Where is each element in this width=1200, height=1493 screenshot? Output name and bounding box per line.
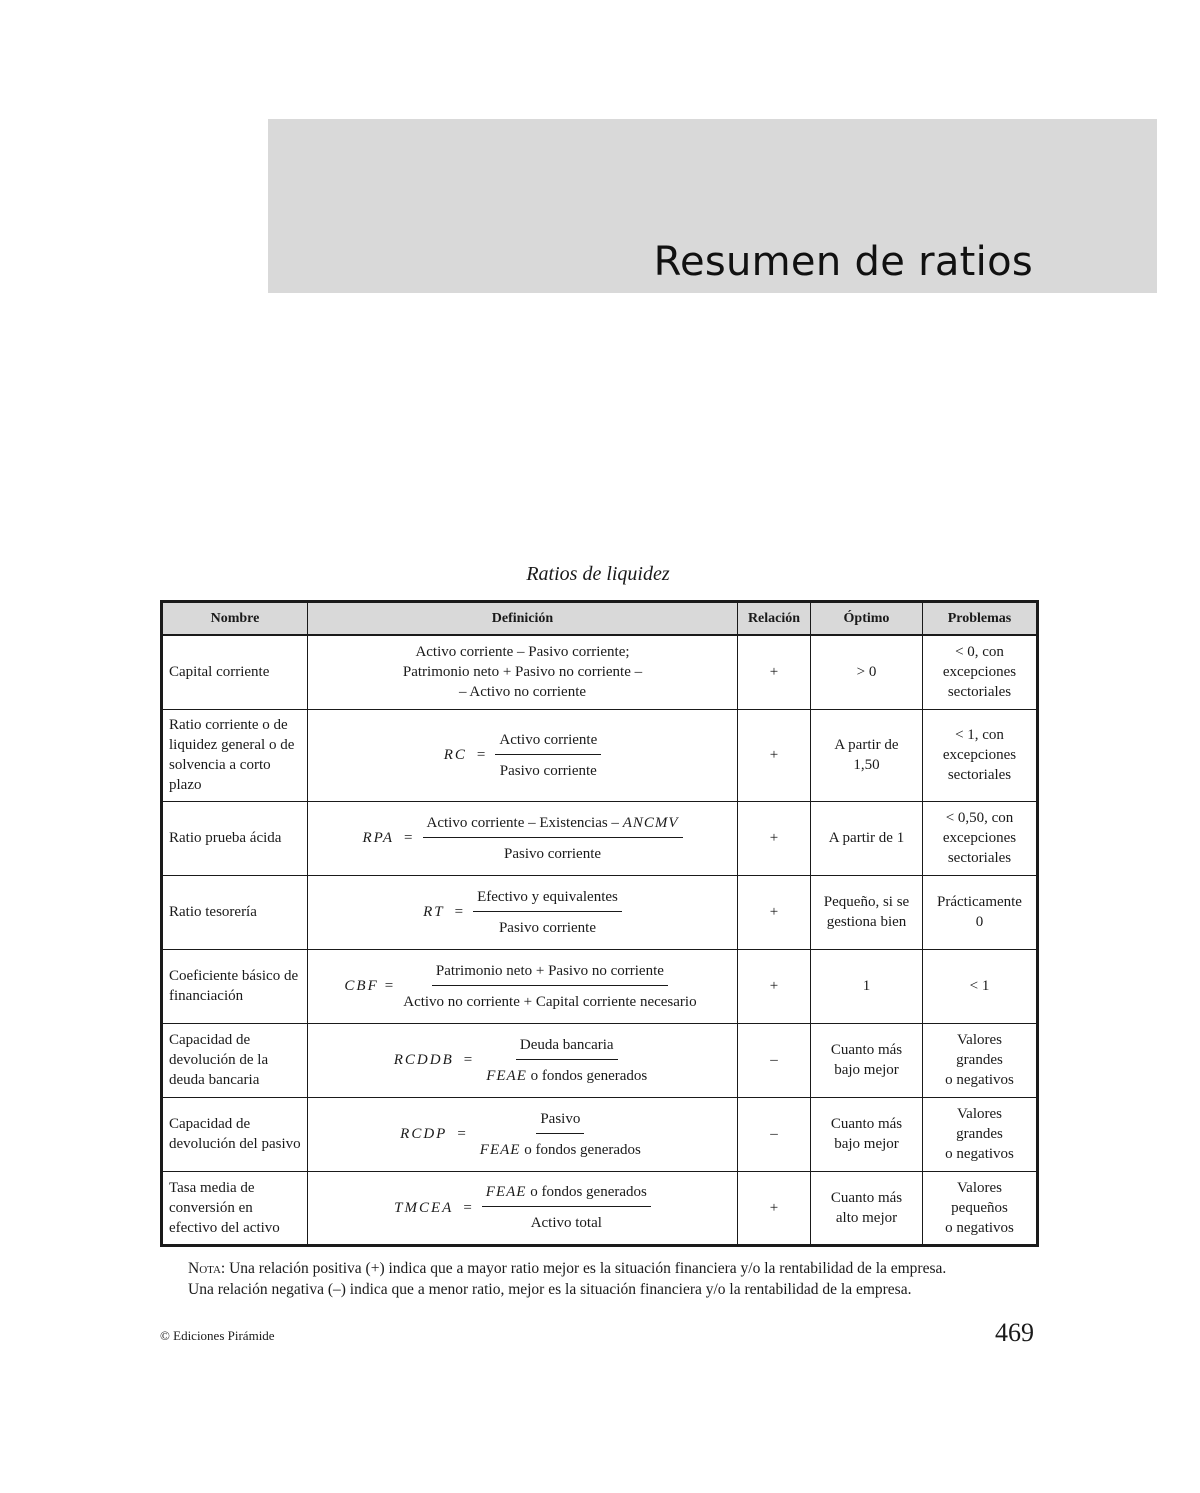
formula-symbol: RCDDB <box>393 1052 454 1068</box>
problems-line: sectoriales <box>947 684 1012 701</box>
ratio-definition <box>308 1023 738 1097</box>
problems-line: Valores <box>957 1032 1002 1048</box>
problems-line: Valores <box>957 1106 1002 1122</box>
numerator-symbol: ANCMV <box>622 814 679 831</box>
optimum-line: A partir de <box>834 737 899 753</box>
ratio-optimum: 1 <box>811 949 923 1023</box>
problems-line: 0 <box>975 914 984 930</box>
formula-numerator: Deuda bancaria <box>516 1035 618 1060</box>
optimum-line: bajo mejor <box>834 1062 899 1078</box>
optimum-line: Cuanto más <box>830 1189 903 1206</box>
ratios-table <box>160 600 1039 1247</box>
table-note <box>188 1258 1048 1300</box>
problems-line: excepciones <box>942 664 1017 681</box>
ratio-formula: RCDDB = $\frac{\text{Deuda bancaria}}{\text{FEAE o fondos generados}}$ <box>394 1035 652 1086</box>
table-header-row <box>162 602 1038 636</box>
ratio-problems <box>923 1171 1038 1245</box>
problems-line: excepciones <box>942 747 1017 763</box>
formula-numerator <box>482 1182 651 1207</box>
ratio-optimum: > 0 <box>811 635 923 709</box>
ratio-optimum <box>811 709 923 801</box>
ratio-relation: + <box>738 709 811 801</box>
formula-denominator: Activo no corriente + Capital corriente necesario <box>403 993 697 1010</box>
formula-symbol: RT <box>423 904 445 920</box>
ratio-relation: – <box>738 1023 811 1097</box>
problems-line: < 1 <box>969 978 990 994</box>
table-row <box>162 1097 1038 1171</box>
optimum-line: bajo mejor <box>834 1136 899 1152</box>
ratio-definition <box>308 1097 738 1171</box>
denominator-text: o fondos generados <box>524 1141 641 1158</box>
ratio-problems <box>923 1097 1038 1171</box>
problems-line: < 0, con <box>955 644 1004 661</box>
ratio-problems <box>923 801 1038 875</box>
formula-symbol: RCDP <box>400 1126 448 1142</box>
formula-symbol: CBF <box>344 978 379 994</box>
optimum-line: Cuanto más <box>830 1116 903 1132</box>
ratio-problems <box>923 635 1038 709</box>
formula-denominator: Pasivo corriente <box>499 762 597 779</box>
publisher-credit: © Ediciones Pirámide <box>160 1328 275 1343</box>
formula-denominator <box>482 1060 651 1086</box>
problems-line: o negativos <box>945 1072 1014 1088</box>
optimum-line: gestiona bien <box>826 914 907 930</box>
problems-line: grandes <box>956 1126 1003 1142</box>
ratio-name: Ratio tesorería <box>162 875 308 949</box>
ratio-optimum: A partir de 1 <box>811 801 923 875</box>
formula-denominator: Activo total <box>530 1215 602 1231</box>
problems-line: o negativos <box>945 1219 1014 1236</box>
formula-symbol: RC <box>443 747 467 763</box>
ratio-name: Capital corriente <box>162 635 308 709</box>
ratio-definition <box>308 801 738 875</box>
ratio-optimum <box>811 1171 923 1245</box>
denominator-symbol: FEAE <box>486 1067 527 1084</box>
ratio-name: Capacidad de devolución del pasivo <box>162 1097 308 1171</box>
table-row <box>162 709 1038 801</box>
table-row <box>162 1023 1038 1097</box>
numerator-symbol: FEAE <box>485 1184 527 1200</box>
ratio-optimum <box>811 875 923 949</box>
denominator-symbol: FEAE <box>479 1141 521 1158</box>
problems-line: < 1, con <box>955 727 1004 743</box>
problems-line: o negativos <box>945 1146 1014 1162</box>
problems-line: sectoriales <box>947 850 1012 866</box>
header-nombre: Nombre <box>162 602 308 636</box>
ratio-formula: RCDP = $\frac{\text{Pasivo}}{\text{FEAE o fondos generados}}$ <box>400 1109 645 1160</box>
table-row <box>162 875 1038 949</box>
formula-numerator: Patrimonio neto + Pasivo no corriente <box>432 961 668 986</box>
problems-line: < 0,50, con <box>945 810 1014 826</box>
ratio-name: Tasa media de conversión en efectivo del activo <box>162 1171 308 1245</box>
formula-denominator <box>476 1134 645 1160</box>
formula-numerator: Efectivo y equivalentes <box>473 887 622 912</box>
optimum-line: Pequeño, si se <box>823 894 910 910</box>
ratio-formula: RPA = $\frac{\text{Activo corriente – Existencias – ANCMV}}{\text{Pasivo corriente}}$ <box>362 813 682 864</box>
definition-line: Patrimonio neto + Pasivo no corriente – <box>402 664 643 681</box>
ratio-problems <box>923 1023 1038 1097</box>
numerator-text: Activo corriente – Existencias – <box>426 814 619 831</box>
problems-line: Prácticamente <box>937 894 1022 910</box>
ratio-optimum <box>811 1023 923 1097</box>
ratio-problems <box>923 949 1038 1023</box>
ratio-name: Ratio prueba ácida <box>162 801 308 875</box>
ratio-relation: + <box>738 875 811 949</box>
problems-line: sectoriales <box>947 767 1012 783</box>
note-line-2: Una relación negativa (–) indica que a menor ratio, mejor es la situación financiera y/o la rentabilidad de la empresa. <box>188 1281 912 1298</box>
ratio-relation: + <box>738 635 811 709</box>
formula-symbol: TMCEA <box>394 1199 454 1216</box>
ratio-relation: – <box>738 1097 811 1171</box>
ratio-definition <box>308 709 738 801</box>
note-text-1: Una relación positiva (+) indica que a mayor ratio mejor es la situación financiera y/o la rentabilidad de la empresa. <box>229 1260 947 1277</box>
formula-numerator: Pasivo <box>536 1109 584 1134</box>
numerator-text: o fondos generados <box>530 1184 647 1200</box>
ratio-problems <box>923 709 1038 801</box>
ratio-relation: + <box>738 949 811 1023</box>
formula-denominator: Pasivo corriente <box>503 845 602 862</box>
definition-line: Activo corriente – Pasivo corriente; <box>415 644 630 661</box>
ratio-optimum <box>811 1097 923 1171</box>
header-definicion: Definición <box>308 602 738 636</box>
table-row <box>162 1171 1038 1245</box>
page-number: 469 <box>995 1318 1034 1347</box>
chapter-banner <box>268 119 1157 293</box>
definition-line: – Activo no corriente <box>458 684 587 701</box>
formula-denominator: Pasivo corriente <box>498 919 597 936</box>
ratio-name: Capacidad de devolución de la deuda bancaria <box>162 1023 308 1097</box>
ratio-relation: + <box>738 801 811 875</box>
ratio-relation: + <box>738 1171 811 1245</box>
ratio-problems <box>923 875 1038 949</box>
ratio-formula: TMCEA = $\frac{\text{FEAE o fondos generados}}{\text{Activo total}}$ <box>394 1182 651 1233</box>
problems-line: Valores <box>957 1179 1002 1196</box>
ratio-definition <box>308 949 738 1023</box>
optimum-line: 1,50 <box>853 757 880 773</box>
header-relacion: Relación <box>738 602 811 636</box>
denominator-text: o fondos generados <box>530 1067 648 1084</box>
ratio-formula: CBF = $\frac{\text{Patrimonio neto + Pasivo no corriente}}{\text{Activo no corriente + Capital corriente necesario}}$ <box>344 961 700 1012</box>
note-line-1 <box>188 1258 1048 1279</box>
ratio-definition <box>308 1171 738 1245</box>
chapter-title: Resumen de ratios <box>653 239 1033 285</box>
table-row <box>162 949 1038 1023</box>
header-problemas: Problemas <box>923 602 1038 636</box>
ratio-formula: RC = $\frac{\text{Activo corriente}}{\text{Pasivo corriente}}$ <box>444 730 602 781</box>
formula-numerator <box>423 813 683 838</box>
ratio-name: Coeficiente básico de financiación <box>162 949 308 1023</box>
formula-numerator: Activo corriente <box>495 730 601 755</box>
ratio-definition <box>308 875 738 949</box>
table-row <box>162 635 1038 709</box>
ratio-formula: RT = $\frac{\text{Efectivo y equivalentes}}{\text{Pasivo corriente}}$ <box>423 887 622 938</box>
header-optimo: Óptimo <box>811 602 923 636</box>
table-row <box>162 801 1038 875</box>
problems-line: excepciones <box>942 830 1017 846</box>
problems-line: pequeños <box>951 1199 1008 1216</box>
ratio-definition <box>308 635 738 709</box>
section-title: Ratios de liquidez <box>526 563 670 585</box>
optimum-line: alto mejor <box>835 1209 898 1226</box>
ratio-name: Ratio corriente o de liquidez general o de solvencia a corto plazo <box>162 709 308 801</box>
optimum-line: Cuanto más <box>830 1042 903 1058</box>
note-label: Nota: <box>188 1260 226 1277</box>
formula-symbol: RPA <box>362 830 395 846</box>
problems-line: grandes <box>956 1052 1003 1068</box>
